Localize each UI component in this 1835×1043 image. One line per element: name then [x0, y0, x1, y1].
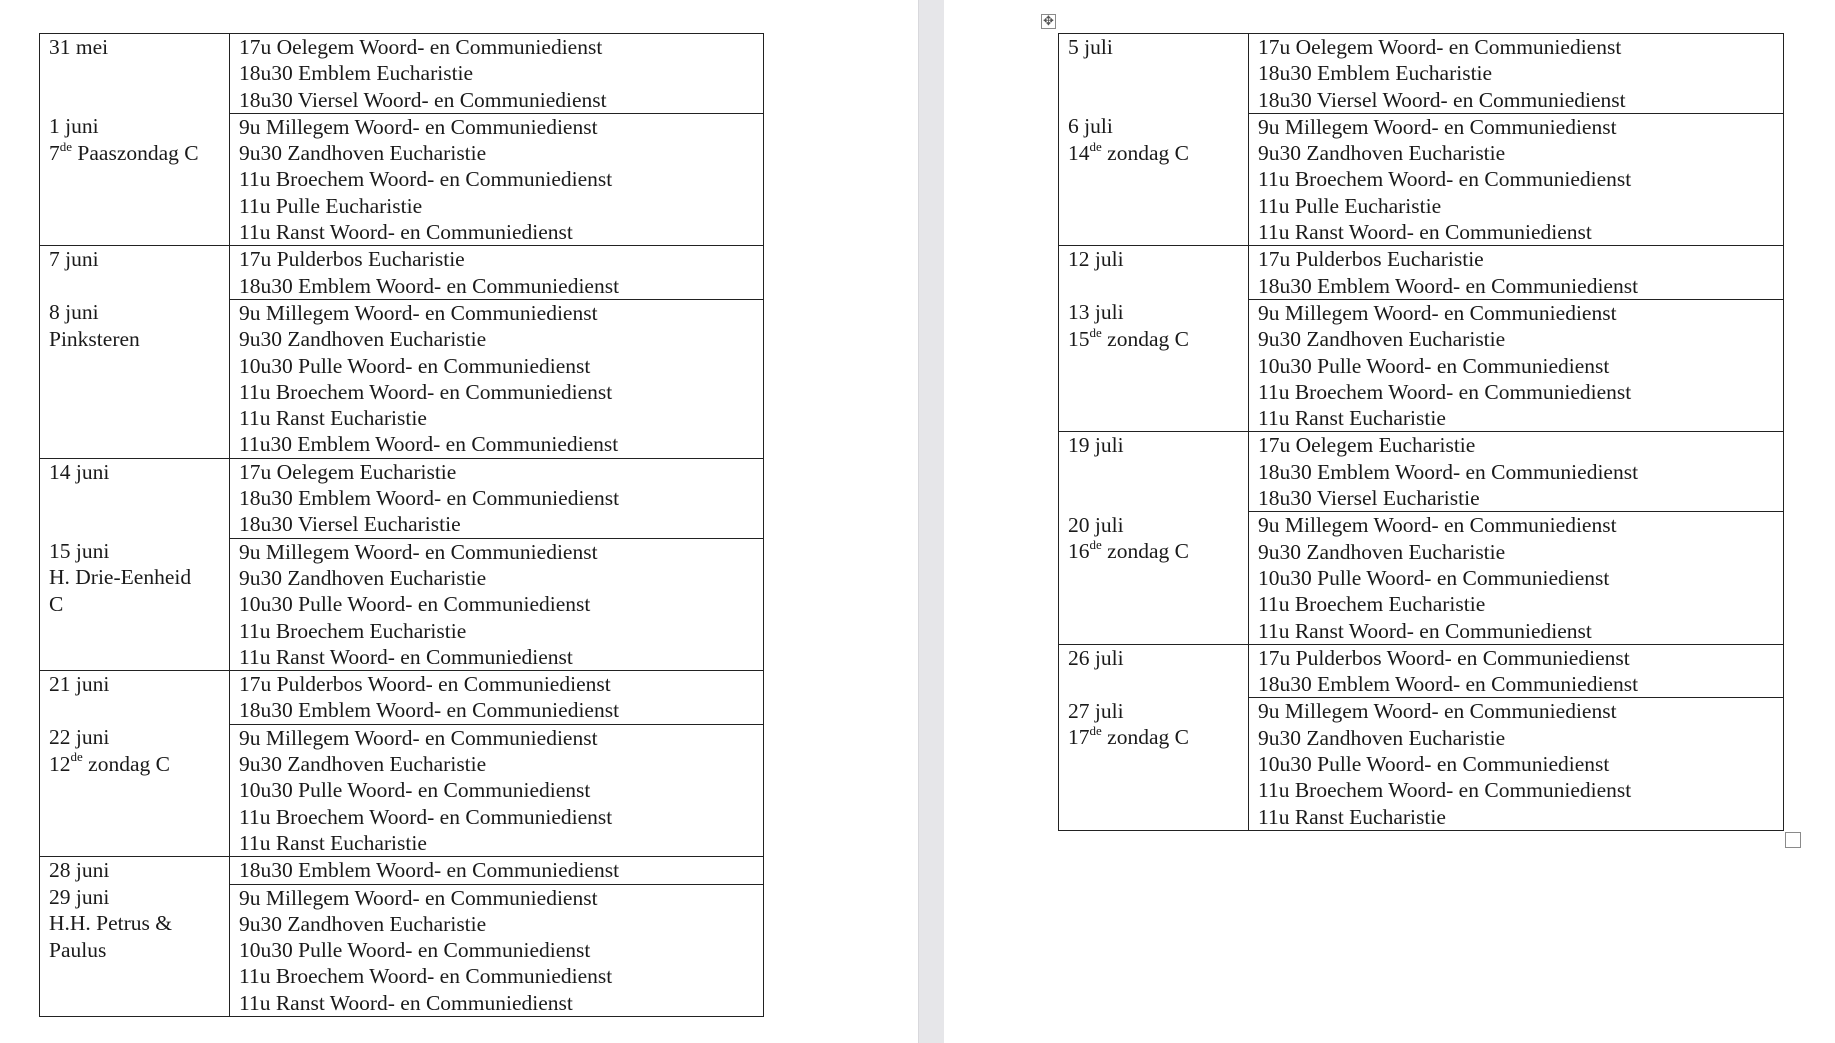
service-line: 9u Millegem Woord- en Communiedienst: [239, 725, 598, 750]
date-cell[interactable]: [40, 458, 230, 538]
date-line: 22 juni: [49, 725, 110, 750]
services-cell[interactable]: [1249, 512, 1784, 644]
date-line: Paulus: [49, 937, 107, 962]
service-line: 10u30 Pulle Woord- en Communiedienst: [239, 592, 591, 617]
services-cell[interactable]: [1249, 246, 1784, 300]
schedule-table-left: [39, 33, 764, 1017]
date-line: 7 juni: [49, 247, 99, 272]
page-gutter: [918, 0, 945, 1043]
schedule-row: [40, 671, 764, 725]
services-cell[interactable]: [230, 458, 764, 538]
schedule-row: [40, 538, 764, 670]
service-line: 9u30 Zandhoven Eucharistie: [239, 565, 487, 590]
date-line: H. Drie-Eenheid: [49, 565, 192, 590]
service-line: 11u Ranst Eucharistie: [1258, 804, 1446, 829]
schedule-row: [40, 724, 764, 856]
service-line: 18u30 Emblem Eucharistie: [239, 61, 474, 86]
service-line: 9u30 Zandhoven Eucharistie: [239, 752, 487, 777]
date-cell[interactable]: [40, 857, 230, 884]
service-line: 9u Millegem Woord- en Communiedienst: [1258, 300, 1617, 325]
service-line: 11u Broechem Woord- en Communiedienst: [239, 804, 613, 829]
date-line: 1 juni: [49, 114, 99, 139]
date-line: Pinksteren: [49, 326, 140, 351]
ordinal-suffix: de: [1089, 536, 1102, 552]
schedule-row: [40, 246, 764, 300]
date-cell[interactable]: [1059, 698, 1249, 830]
service-line: 18u30 Emblem Woord- en Communiedienst: [239, 858, 620, 883]
date-line: 16de zondag C: [1068, 536, 1189, 564]
service-line: 18u30 Viersel Eucharistie: [239, 512, 461, 537]
date-line: 20 juli: [1068, 512, 1124, 537]
schedule-row: [40, 299, 764, 458]
service-line: 9u Millegem Woord- en Communiedienst: [239, 885, 598, 910]
service-line: 11u Ranst Woord- en Communiedienst: [239, 644, 573, 669]
schedule-row: [40, 857, 764, 884]
service-line: 18u30 Emblem Woord- en Communiedienst: [1258, 672, 1639, 697]
schedule-row: [1059, 299, 1784, 431]
service-line: 18u30 Emblem Woord- en Communiedienst: [1258, 273, 1639, 298]
services-cell[interactable]: [1249, 113, 1784, 245]
services-cell[interactable]: [230, 299, 764, 458]
date-line: 12de zondag C: [49, 749, 170, 776]
ordinal-suffix: de: [70, 749, 83, 765]
service-line: 11u Broechem Eucharistie: [1258, 592, 1486, 617]
services-cell[interactable]: [1249, 34, 1784, 114]
table-move-handle-icon[interactable]: ✥: [1041, 14, 1056, 29]
services-cell[interactable]: [230, 34, 764, 114]
date-cell[interactable]: [40, 671, 230, 725]
service-line: 17u Oelegem Eucharistie: [1258, 433, 1476, 458]
service-line: 9u Millegem Woord- en Communiedienst: [1258, 699, 1617, 724]
service-line: 9u30 Zandhoven Eucharistie: [239, 911, 487, 936]
service-line: 10u30 Pulle Woord- en Communiedienst: [239, 778, 591, 803]
date-cell[interactable]: [40, 884, 230, 1016]
date-cell[interactable]: [40, 538, 230, 670]
service-line: 10u30 Pulle Woord- en Communiedienst: [239, 353, 591, 378]
date-cell[interactable]: [40, 724, 230, 856]
services-cell[interactable]: [230, 857, 764, 884]
service-line: 18u30 Viersel Woord- en Communiedienst: [239, 87, 607, 112]
date-cell[interactable]: [1059, 246, 1249, 300]
services-cell[interactable]: [1249, 644, 1784, 698]
date-line: 27 juli: [1068, 698, 1124, 723]
service-line: 10u30 Pulle Woord- en Communiedienst: [239, 938, 591, 963]
service-line: 18u30 Viersel Eucharistie: [1258, 486, 1480, 511]
schedule-row: [1059, 113, 1784, 245]
service-line: 18u30 Emblem Eucharistie: [1258, 61, 1493, 86]
schedule-row: [1059, 698, 1784, 830]
service-line: 18u30 Emblem Woord- en Communiedienst: [239, 273, 620, 298]
table-resize-handle-icon[interactable]: [1785, 832, 1801, 848]
date-line: 14 juni: [49, 459, 110, 484]
service-line: 11u Broechem Woord- en Communiedienst: [1258, 379, 1632, 404]
date-cell[interactable]: [1059, 113, 1249, 245]
date-cell[interactable]: [40, 246, 230, 300]
date-line: 29 juni: [49, 885, 110, 909]
service-line: 11u Ranst Woord- en Communiedienst: [239, 220, 573, 245]
service-line: 11u Pulle Eucharistie: [239, 193, 423, 218]
service-line: 11u Ranst Woord- en Communiedienst: [1258, 618, 1592, 643]
date-cell[interactable]: [1059, 299, 1249, 431]
schedule-row: [40, 34, 764, 114]
service-line: 11u Broechem Woord- en Communiedienst: [1258, 167, 1632, 192]
service-line: 11u Broechem Woord- en Communiedienst: [1258, 778, 1632, 803]
date-cell[interactable]: [1059, 512, 1249, 644]
ordinal-suffix: de: [59, 138, 73, 154]
services-cell[interactable]: [230, 113, 764, 245]
date-line: 17de zondag C: [1068, 723, 1189, 750]
services-cell[interactable]: [230, 724, 764, 856]
service-line: 17u Pulderbos Eucharistie: [239, 247, 465, 272]
service-line: 11u Pulle Eucharistie: [1258, 193, 1442, 218]
service-line: 9u Millegem Woord- en Communiedienst: [239, 114, 598, 139]
schedule-row: [40, 884, 764, 1016]
date-line: C: [49, 591, 64, 616]
service-line: 9u30 Zandhoven Eucharistie: [1258, 539, 1506, 564]
service-line: 9u30 Zandhoven Eucharistie: [1258, 141, 1506, 166]
services-cell[interactable]: [1249, 698, 1784, 830]
date-line: 15 juni: [49, 539, 110, 564]
services-cell[interactable]: [230, 538, 764, 670]
services-cell[interactable]: [1249, 432, 1784, 512]
service-line: 11u Ranst Eucharistie: [239, 830, 427, 855]
service-line: 10u30 Pulle Woord- en Communiedienst: [1258, 353, 1610, 378]
date-cell[interactable]: [40, 299, 230, 458]
services-cell[interactable]: [230, 671, 764, 725]
date-line: 6 juli: [1068, 114, 1113, 139]
ordinal-suffix: de: [1089, 138, 1102, 154]
services-cell[interactable]: [230, 884, 764, 1016]
schedule-table-body: [40, 34, 764, 1017]
date-line: 31 mei: [49, 35, 109, 59]
service-line: 17u Pulderbos Woord- en Communiedienst: [239, 672, 611, 697]
service-line: 18u30 Emblem Woord- en Communiedienst: [239, 698, 620, 723]
date-cell[interactable]: [1059, 34, 1249, 114]
service-line: 10u30 Pulle Woord- en Communiedienst: [1258, 752, 1610, 777]
service-line: 9u30 Zandhoven Eucharistie: [239, 141, 487, 166]
schedule-row: [40, 113, 764, 245]
date-line: H.H. Petrus &: [49, 911, 173, 936]
date-line: 26 juli: [1068, 645, 1124, 670]
date-line: 12 juli: [1068, 247, 1124, 272]
service-line: 11u Broechem Woord- en Communiedienst: [239, 964, 613, 989]
date-line: 19 juli: [1068, 433, 1124, 458]
service-line: 17u Oelegem Woord- en Communiedienst: [1258, 35, 1622, 59]
schedule-row: [1059, 512, 1784, 644]
schedule-row: [1059, 246, 1784, 300]
service-line: 17u Oelegem Woord- en Communiedienst: [239, 35, 603, 59]
service-line: 9u Millegem Woord- en Communiedienst: [1258, 513, 1617, 538]
date-line: 14de zondag C: [1068, 138, 1189, 165]
date-cell[interactable]: [40, 113, 230, 245]
service-line: 18u30 Emblem Woord- en Communiedienst: [239, 486, 620, 511]
date-line: 28 juni: [49, 858, 110, 883]
ordinal-suffix: de: [1089, 324, 1102, 340]
service-line: 17u Pulderbos Eucharistie: [1258, 247, 1484, 272]
date-cell[interactable]: [1059, 432, 1249, 512]
service-line: 11u Broechem Woord- en Communiedienst: [239, 167, 613, 192]
service-line: 11u Ranst Woord- en Communiedienst: [1258, 220, 1592, 245]
date-cell[interactable]: [1059, 644, 1249, 698]
date-line: 7de Paaszondag C: [49, 138, 199, 165]
service-line: 11u30 Emblem Woord- en Communiedienst: [239, 432, 619, 457]
service-line: 9u30 Zandhoven Eucharistie: [239, 327, 487, 352]
service-line: 18u30 Emblem Woord- en Communiedienst: [1258, 459, 1639, 484]
service-line: 11u Broechem Eucharistie: [239, 618, 467, 643]
schedule-table-body: [1059, 34, 1784, 831]
ordinal-suffix: de: [1089, 723, 1102, 739]
service-line: 11u Broechem Woord- en Communiedienst: [239, 379, 613, 404]
service-line: 17u Pulderbos Woord- en Communiedienst: [1258, 645, 1630, 670]
service-line: 9u Millegem Woord- en Communiedienst: [239, 539, 598, 564]
date-line: 5 juli: [1068, 35, 1113, 59]
date-line: 13 juli: [1068, 300, 1124, 325]
service-line: 18u30 Viersel Woord- en Communiedienst: [1258, 87, 1626, 112]
service-line: 9u Millegem Woord- en Communiedienst: [1258, 114, 1617, 139]
schedule-row: [1059, 34, 1784, 114]
services-cell[interactable]: [1249, 299, 1784, 431]
service-line: 9u30 Zandhoven Eucharistie: [1258, 725, 1506, 750]
services-cell[interactable]: [230, 246, 764, 300]
date-line: 15de zondag C: [1068, 324, 1189, 351]
date-line: 21 juni: [49, 672, 110, 697]
schedule-table-right: [1058, 33, 1784, 831]
service-line: 11u Ranst Woord- en Communiedienst: [239, 990, 573, 1015]
service-line: 17u Oelegem Eucharistie: [239, 459, 457, 484]
service-line: 9u Millegem Woord- en Communiedienst: [239, 300, 598, 325]
date-line: 8 juni: [49, 300, 99, 325]
service-line: 11u Ranst Eucharistie: [239, 406, 427, 431]
service-line: 10u30 Pulle Woord- en Communiedienst: [1258, 565, 1610, 590]
schedule-row: [40, 458, 764, 538]
schedule-row: [1059, 432, 1784, 512]
document-page-right: [944, 0, 1835, 1043]
service-line: 9u30 Zandhoven Eucharistie: [1258, 327, 1506, 352]
date-cell[interactable]: [40, 34, 230, 114]
schedule-row: [1059, 644, 1784, 698]
service-line: 11u Ranst Eucharistie: [1258, 406, 1446, 431]
